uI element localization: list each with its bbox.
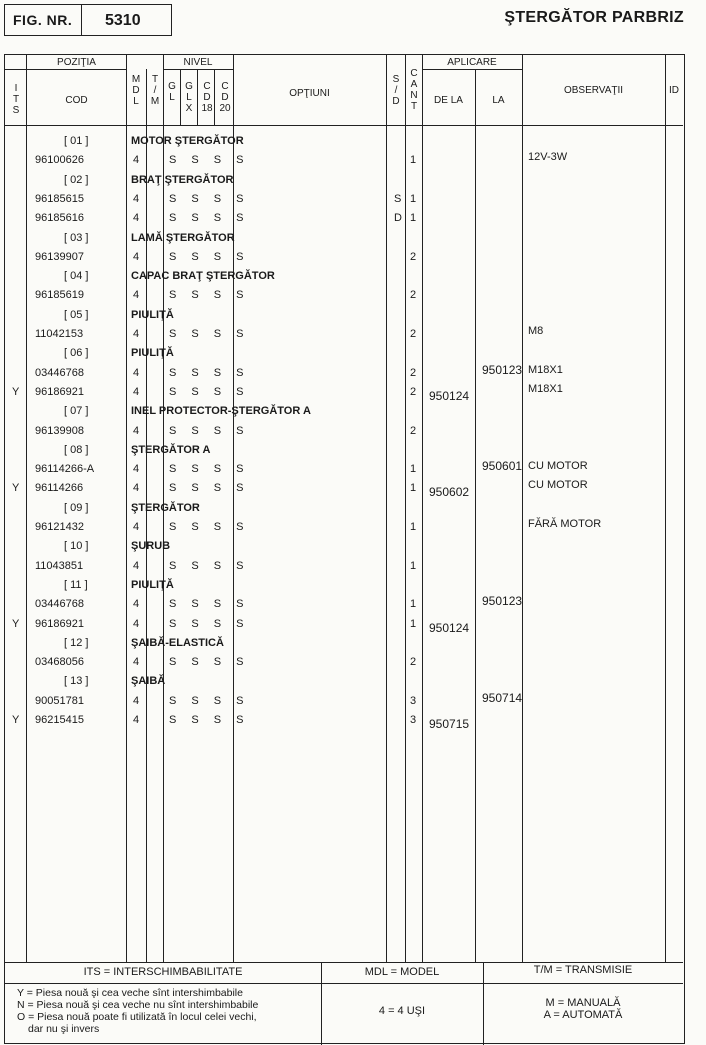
row-quantity: 2 — [410, 289, 417, 302]
section-position: [ 10 ] — [64, 540, 89, 553]
row-nivel: S S S S — [169, 250, 250, 263]
legend-mdl-value: 4 = 4 UŞI — [378, 1005, 426, 1017]
row-code: 11042153 — [35, 328, 84, 340]
row-from: 950124 — [429, 388, 470, 403]
row-code: 96186921 — [35, 385, 84, 398]
section-name: MOTOR ŞTERGĂTOR — [131, 135, 244, 147]
row-observation: M8 — [528, 325, 544, 337]
header-pozitia: POZIŢIA — [57, 57, 96, 68]
header-nivel-cd18: C D 18 — [201, 81, 213, 114]
section-position: [ 04 ] — [64, 270, 89, 283]
row-quantity: 2 — [410, 328, 417, 340]
header-aplicare: APLICARE — [447, 57, 497, 68]
row-code: 96114266 — [35, 482, 84, 495]
row-quantity: 1 — [410, 154, 417, 167]
section-position: [ 13 ] — [64, 675, 89, 688]
row-observation: FĂRĂ MOTOR — [528, 518, 602, 530]
legend-tm-lines: M = MANUALĂ A = AUTOMATĂ — [543, 997, 623, 1021]
row-mdl: 4 — [133, 559, 140, 572]
header-sd: S / D — [392, 74, 400, 107]
row-side: S — [394, 192, 402, 205]
section-name: CAPAC BRAŢ ŞTERGĂTOR — [131, 270, 275, 283]
row-nivel: S S S S — [169, 385, 250, 398]
section-name: ŞAIBĂ-ELASTICĂ — [131, 636, 224, 649]
row-code: 03446768 — [35, 598, 84, 611]
row-to: 950123 — [482, 362, 523, 377]
row-nivel: S S S S — [169, 656, 250, 669]
row-from: 950124 — [429, 620, 470, 635]
legend-mdl-title: MDL = MODEL — [364, 966, 440, 978]
legend-tm-title: T/M = TRANSMISIE — [533, 964, 633, 976]
row-observation: CU MOTOR — [528, 479, 588, 492]
row-code: 03468056 — [35, 656, 84, 669]
row-quantity: 1 — [410, 559, 417, 572]
header-nivel-gl: G L — [168, 81, 176, 103]
row-nivel: S S S S — [169, 482, 250, 495]
row-observation: CU MOTOR — [528, 460, 588, 473]
section-position: [ 05 ] — [64, 308, 89, 321]
row-mdl: 4 — [133, 212, 140, 225]
header-mdl: M D L — [131, 74, 141, 107]
row-nivel: S S S S — [169, 212, 250, 225]
row-observation: M18X1 — [528, 363, 563, 376]
section-position: [ 12 ] — [64, 636, 89, 649]
section-position: [ 08 ] — [64, 443, 89, 456]
section-name: PIULIŢĂ — [131, 347, 174, 360]
section-position: [ 11 ] — [64, 578, 88, 591]
row-quantity: 1 — [410, 212, 417, 225]
row-mdl: 4 — [133, 521, 140, 533]
row-nivel: S S S S — [169, 617, 250, 630]
row-code: 96185619 — [35, 289, 84, 302]
section-name: ŞURUB — [131, 540, 171, 553]
section-name: ŞAIBĂ — [131, 675, 166, 688]
header-its: I T S — [12, 83, 20, 116]
row-code: 03446768 — [35, 366, 84, 379]
section-name: ŞTERGĂTOR A — [131, 443, 211, 456]
row-nivel: S S S S — [169, 559, 250, 572]
row-to: 950123 — [482, 594, 523, 609]
row-code: 96185615 — [35, 192, 84, 205]
row-mdl: 4 — [133, 617, 140, 630]
row-observation: M18X1 — [528, 382, 563, 395]
header-cant: C A N T — [410, 68, 418, 112]
row-to: 950601 — [482, 459, 523, 474]
row-quantity: 1 — [410, 192, 417, 205]
row-quantity: 2 — [410, 250, 417, 263]
row-quantity: 1 — [410, 598, 417, 611]
row-nivel: S S S S — [169, 424, 250, 437]
row-quantity: 2 — [410, 424, 417, 437]
header-la: LA — [492, 95, 505, 106]
row-nivel: S S S S — [169, 714, 250, 726]
legend-its-title: ITS = INTERSCHIMBABILITATE — [83, 966, 243, 978]
row-code: 96100626 — [35, 154, 84, 167]
row-nivel: S S S S — [169, 694, 250, 707]
row-quantity: 1 — [410, 482, 417, 495]
row-side: D — [394, 212, 402, 225]
header-nivel-cd20: C D 20 — [219, 81, 231, 114]
row-quantity: 1 — [410, 617, 417, 630]
row-code: 96114266-A — [35, 463, 95, 476]
section-name: BRAŢ ŞTERGĂTOR — [131, 173, 234, 186]
row-mdl: 4 — [133, 656, 140, 669]
row-code: 96121432 — [35, 521, 84, 533]
row-nivel: S S S S — [169, 192, 250, 205]
row-nivel: S S S S — [169, 366, 250, 379]
header-cod: COD — [65, 95, 88, 106]
row-its: Y — [12, 617, 20, 630]
header-nivel: NIVEL — [183, 57, 213, 68]
row-nivel: S S S S — [169, 154, 250, 167]
header-optiuni: OPŢIUNI — [289, 88, 330, 99]
row-mdl: 4 — [133, 385, 140, 398]
header-de-la: DE LA — [434, 95, 463, 106]
row-mdl: 4 — [133, 598, 140, 611]
row-quantity: 2 — [410, 366, 417, 379]
row-quantity: 2 — [410, 385, 417, 398]
section-position: [ 06 ] — [64, 347, 89, 360]
figure-number: 5310 — [105, 12, 141, 29]
section-position: [ 07 ] — [64, 405, 89, 418]
section-position: [ 02 ] — [64, 173, 89, 186]
row-code: 11043851 — [35, 559, 84, 572]
figure-number-label: FIG. NR. — [13, 12, 73, 28]
row-quantity: 3 — [410, 694, 417, 707]
row-quantity: 2 — [410, 656, 417, 669]
header-tm: T / M — [150, 74, 160, 107]
row-mdl: 4 — [133, 694, 140, 707]
section-name: INEL PROTECTOR-ŞTERGĂTOR A — [131, 405, 311, 418]
row-code: 90051781 — [35, 694, 84, 707]
row-mdl: 4 — [133, 250, 140, 263]
row-mdl: 4 — [133, 482, 140, 495]
row-mdl: 4 — [133, 714, 140, 726]
row-its: Y — [12, 385, 20, 398]
header-id: ID — [669, 85, 679, 96]
section-name: PIULIŢĂ — [131, 308, 174, 321]
row-mdl: 4 — [133, 289, 140, 302]
row-mdl: 4 — [133, 366, 140, 379]
row-quantity: 3 — [410, 714, 417, 726]
row-nivel: S S S S — [169, 463, 250, 476]
row-nivel: S S S S — [169, 521, 250, 533]
section-name: LAMĂ ŞTERGĂTOR — [131, 231, 235, 244]
row-its: Y — [12, 714, 20, 726]
row-mdl: 4 — [133, 424, 140, 437]
row-nivel: S S S S — [169, 328, 250, 340]
row-nivel: S S S S — [169, 289, 250, 302]
row-code: 96186921 — [35, 617, 84, 630]
row-to: 950714 — [482, 690, 523, 705]
row-quantity: 1 — [410, 521, 417, 533]
row-mdl: 4 — [133, 192, 140, 205]
row-code: 96139907 — [35, 250, 84, 263]
row-mdl: 4 — [133, 463, 140, 476]
legend-its-lines: Y = Piesa nouă şi cea veche sînt intershimbabile N = Piesa nouă şi cea veche nu sînt intershimbabile O = Piesa nouă poate fi utilizată în locul celei vechi, dar nu şi invers — [17, 987, 259, 1035]
page-title: ŞTERGĂTOR PARBRIZ — [504, 9, 684, 26]
row-quantity: 1 — [410, 463, 417, 476]
section-position: [ 03 ] — [64, 231, 89, 244]
header-observatii: OBSERVAŢII — [563, 85, 624, 96]
row-code: 96139908 — [35, 424, 84, 437]
section-position: [ 09 ] — [64, 501, 89, 514]
row-from: 950602 — [429, 485, 470, 500]
row-code: 96185616 — [35, 212, 84, 225]
row-its: Y — [12, 482, 20, 495]
row-observation: 12V-3W — [528, 151, 568, 164]
row-mdl: 4 — [133, 154, 140, 167]
row-nivel: S S S S — [169, 598, 250, 611]
row-from: 950715 — [429, 717, 470, 731]
header-nivel-glx: G L X — [185, 81, 193, 114]
section-name: ŞTERGĂTOR — [131, 501, 200, 514]
row-code: 96215415 — [35, 714, 84, 726]
row-mdl: 4 — [133, 328, 140, 340]
section-position: [ 01 ] — [64, 135, 89, 147]
section-name: PIULIŢĂ — [131, 578, 174, 591]
